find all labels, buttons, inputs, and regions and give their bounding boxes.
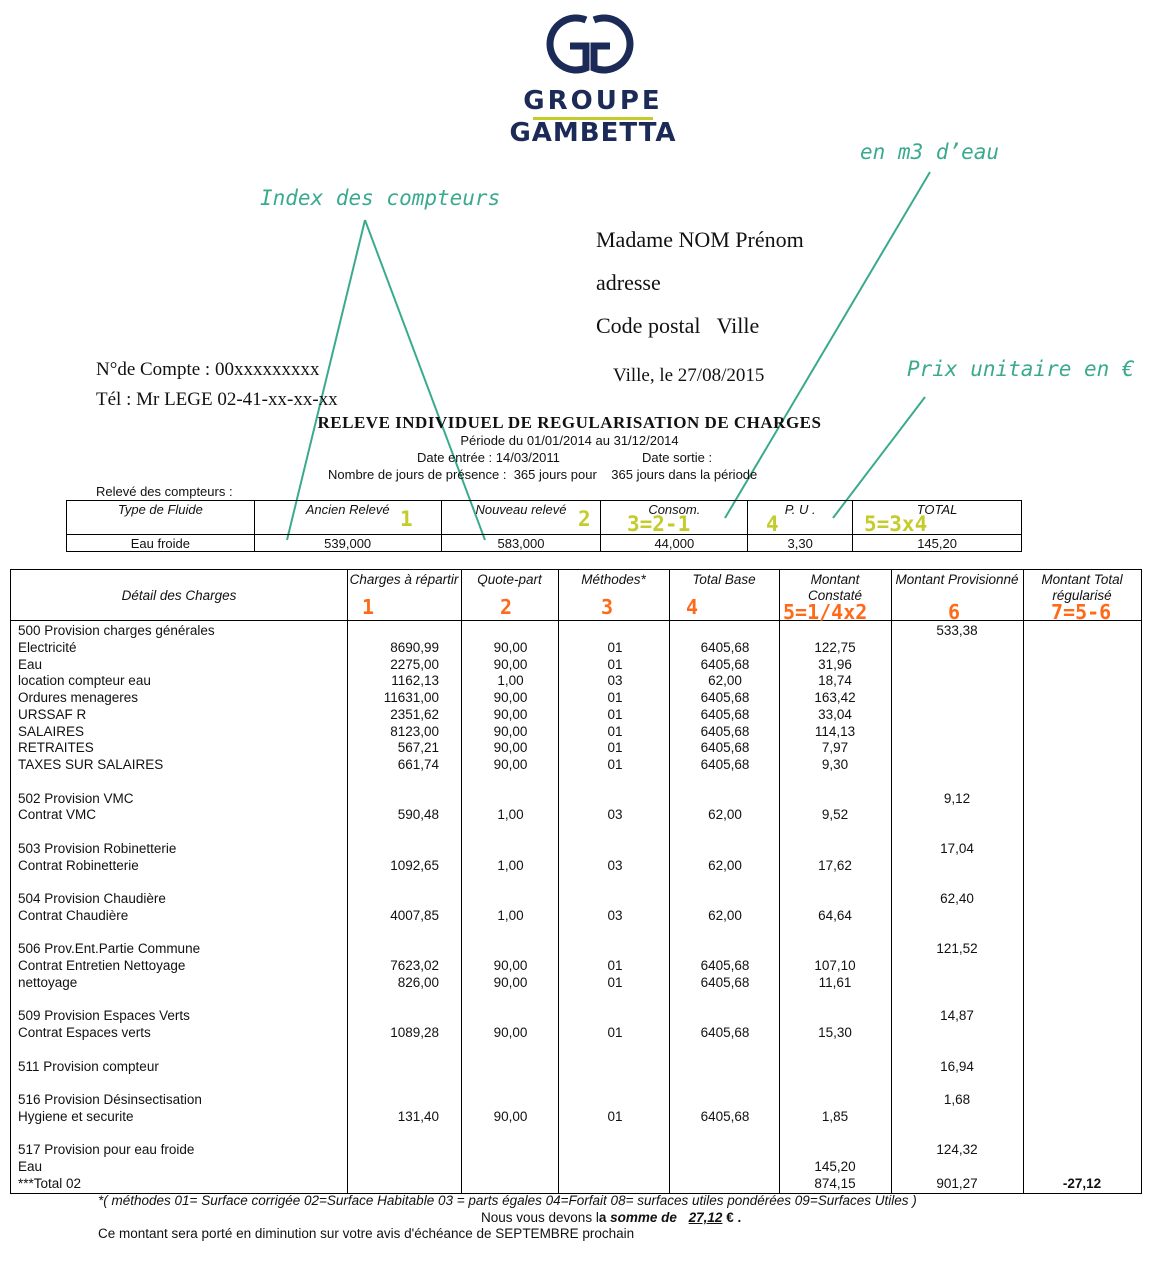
annotation-meter-2: 2 xyxy=(578,507,591,531)
table-row xyxy=(11,1125,1141,1142)
charge-cell-4: 6405,68 xyxy=(700,706,750,722)
charge-cell-2: 90,00 xyxy=(493,1108,528,1124)
charge-cell-5: 9,30 xyxy=(821,757,849,772)
table-row xyxy=(11,1074,1141,1091)
charge-cell-6: 62,40 xyxy=(940,891,974,906)
charge-cell-4: 6405,68 xyxy=(700,639,750,655)
charge-cell-3: 03 xyxy=(607,857,623,873)
table-row xyxy=(11,706,1141,723)
charge-cell-2: 90,00 xyxy=(493,706,528,722)
charge-cell-5: 11,61 xyxy=(818,974,852,990)
charge-cell-2: 90,00 xyxy=(493,690,528,705)
due-prefix: Nous vous devons l xyxy=(481,1210,599,1225)
charge-cell-1: 8123,00 xyxy=(390,723,439,739)
charge-label: nettoyage xyxy=(18,974,78,990)
table-row xyxy=(11,773,1141,790)
annotation-meter-1: 1 xyxy=(400,507,413,531)
meter-cell: 145,20 xyxy=(853,535,1022,552)
entry-date: Date entrée : 14/03/2011 xyxy=(417,450,560,465)
table-row xyxy=(11,907,1141,924)
charge-cell-5: 15,30 xyxy=(818,1025,852,1040)
charge-cell-1: 590,48 xyxy=(397,807,439,823)
charges-header-1: Charges à répartir xyxy=(349,572,459,587)
charge-cell-2: 90,00 xyxy=(493,958,528,973)
table-row xyxy=(11,890,1141,907)
charge-cell-2: 1,00 xyxy=(497,857,524,873)
charge-cell-2: 1,00 xyxy=(497,907,524,923)
meter-cell: 539,000 xyxy=(254,535,441,552)
charge-cell-6: 901,27 xyxy=(936,1175,978,1191)
charge-cell-2: 90,00 xyxy=(493,1025,528,1040)
charge-cell-1: 1089,28 xyxy=(390,1025,439,1040)
charge-cell-2: 90,00 xyxy=(493,740,528,756)
annotation-meter-3: 3=2-1 xyxy=(627,512,691,536)
charge-cell-4: 6405,68 xyxy=(700,1025,750,1040)
charge-cell-6: 124,32 xyxy=(936,1142,978,1158)
charge-cell-2: 1,00 xyxy=(497,807,524,823)
charge-label: URSSAF R xyxy=(18,706,87,722)
methods-legend-text: *( méthodes 01= Surface corrigée 02=Surface Habitable 03 = parts égales 04=Forfait 08= surfaces utiles pondérées 09=Surfaces Utiles ) xyxy=(98,1193,917,1208)
table-row xyxy=(11,622,1141,639)
meter-header-cell: Nouveau relevé xyxy=(441,501,601,535)
table-row xyxy=(11,689,1141,706)
table-row xyxy=(11,957,1141,974)
recipient-name: Madame NOM Prénom xyxy=(596,227,804,252)
charges-header-3: Méthodes* xyxy=(581,572,646,587)
charge-cell-5: 17,62 xyxy=(818,857,852,873)
table-row xyxy=(11,1007,1141,1024)
charge-label: Electricité xyxy=(18,639,77,655)
charge-cell-1: 1162,13 xyxy=(391,673,439,689)
charge-cell-4: 6405,68 xyxy=(700,974,750,990)
charge-cell-2: 90,00 xyxy=(493,639,528,655)
meter-value-row xyxy=(67,535,1022,552)
charge-cell-4: 6405,68 xyxy=(700,690,750,705)
charge-label: Contrat VMC xyxy=(18,807,97,823)
annotation-prix: Prix unitaire en € xyxy=(907,357,1135,381)
recipient-city: Code postal Ville xyxy=(596,313,760,338)
charge-label: Ordures menageres xyxy=(18,690,139,705)
table-row xyxy=(11,873,1141,890)
charge-cell-1: 7623,02 xyxy=(390,958,439,973)
charge-cell-4: 6405,68 xyxy=(700,1108,750,1124)
meters-label: Relevé des compteurs : xyxy=(96,484,233,499)
charge-cell-3: 01 xyxy=(607,639,623,655)
charge-cell-5: 1,85 xyxy=(821,1108,849,1124)
table-row xyxy=(11,1158,1141,1175)
charges-header-2: Quote-part xyxy=(477,572,542,587)
charge-cell-1: 8690,99 xyxy=(390,639,439,655)
table-row xyxy=(11,672,1141,689)
table-row xyxy=(11,840,1141,857)
table-row xyxy=(11,991,1141,1008)
meter-header-cell: Type de Fluide xyxy=(67,501,255,535)
charge-cell-1: 11631,00 xyxy=(383,690,439,705)
charge-label: SALAIRES xyxy=(18,723,85,739)
charge-cell-1: 2351,62 xyxy=(390,706,439,722)
charge-cell-4: 62,00 xyxy=(708,807,742,823)
charge-cell-6: 533,38 xyxy=(936,623,978,638)
charge-cell-1: 661,74 xyxy=(397,757,439,772)
charge-cell-3: 01 xyxy=(607,1025,623,1040)
table-row xyxy=(11,806,1141,823)
charge-cell-1: 567,21 xyxy=(397,740,439,756)
account-number: N°de Compte : 00xxxxxxxxx xyxy=(96,359,320,380)
exit-date: Date sortie : xyxy=(642,450,713,465)
charge-cell-4: 6405,68 xyxy=(700,740,750,756)
charge-cell-5: 163,42 xyxy=(814,690,856,705)
charge-cell-3: 01 xyxy=(607,974,623,990)
charge-cell-3: 03 xyxy=(607,807,623,823)
meter-header-cell: Consom. xyxy=(601,501,748,535)
charge-label: location compteur eau xyxy=(18,673,151,689)
charge-label: 517 Provision pour eau froide xyxy=(18,1142,195,1158)
charge-cell-1: 1092,65 xyxy=(390,857,439,873)
charge-cell-5: 107,10 xyxy=(814,958,856,973)
methods-legend xyxy=(98,1193,917,1208)
letter-date: Ville, le 27/08/2015 xyxy=(613,365,765,386)
annotation-charges-6: 6 xyxy=(948,600,961,624)
meter-header-cell: P. U . xyxy=(748,501,853,535)
annotation-charges-2: 2 xyxy=(500,595,513,619)
table-row xyxy=(11,790,1141,807)
charge-cell-5: 874,15 xyxy=(814,1175,856,1191)
table-row xyxy=(11,940,1141,957)
charge-cell-2: 90,00 xyxy=(493,656,528,672)
annotation-charges-5: 5=1/4x2 xyxy=(783,600,868,624)
charge-cell-4: 62,00 xyxy=(708,857,742,873)
annotation-meter-4: 4 xyxy=(766,512,779,536)
due-label: somme de xyxy=(610,1210,677,1225)
charge-label: 504 Provision Chaudière xyxy=(18,891,166,906)
charge-cell-6: 121,52 xyxy=(936,941,978,957)
table-row xyxy=(11,1108,1141,1125)
charge-label: Contrat Robinetterie xyxy=(18,857,139,873)
charges-header-5: Montant Constaté xyxy=(807,572,863,603)
annotation-charges-3: 3 xyxy=(601,595,614,619)
charge-label: TAXES SUR SALAIRES xyxy=(18,757,164,772)
charge-cell-1: 131,40 xyxy=(397,1108,439,1124)
annotation-charges-1: 1 xyxy=(362,595,375,619)
charge-cell-3: 01 xyxy=(607,690,623,705)
charge-cell-3: 01 xyxy=(607,740,623,756)
charge-label: Contrat Espaces verts xyxy=(18,1025,151,1040)
charge-cell-3: 01 xyxy=(607,757,623,772)
table-row xyxy=(11,639,1141,656)
charge-label: Contrat Entretien Nettoyage xyxy=(18,958,186,973)
charge-cell-5: 145,20 xyxy=(814,1159,856,1174)
charge-cell-6: 14,87 xyxy=(940,1008,974,1024)
meter-cell: 3,30 xyxy=(748,535,853,552)
charge-cell-4: 62,00 xyxy=(708,907,742,923)
charge-cell-5: 31,96 xyxy=(818,656,852,672)
table-row xyxy=(11,656,1141,673)
charge-cell-2: 90,00 xyxy=(493,723,528,739)
due-suffix: € . xyxy=(726,1210,742,1225)
charge-cell-5: 33,04 xyxy=(818,706,852,722)
table-row xyxy=(11,974,1141,991)
presence-days: Nombre de jours de présence : 365 jours pour 365 jours dans la période xyxy=(328,467,758,482)
charge-label: 502 Provision VMC xyxy=(18,790,134,806)
charge-cell-3: 01 xyxy=(607,706,623,722)
logo-wordmark-line1: GROUPE xyxy=(523,86,663,116)
charges-header-7: Montant Total régularisé xyxy=(1041,572,1123,603)
charge-cell-6: 1,68 xyxy=(943,1092,971,1107)
annotation-charges-4: 4 xyxy=(686,595,699,619)
charge-cell-6: 16,94 xyxy=(940,1058,974,1074)
charge-cell-6: 17,04 xyxy=(940,840,974,856)
charge-cell-2: 90,00 xyxy=(493,757,528,772)
charge-cell-2: 90,00 xyxy=(493,974,528,990)
charge-cell-1: 4007,85 xyxy=(390,907,439,923)
charge-cell-3: 03 xyxy=(607,673,623,689)
table-row xyxy=(11,756,1141,773)
charge-label: Contrat Chaudière xyxy=(18,907,129,923)
next-notice: Ce montant sera porté en diminution sur votre avis d'échéance de SEPTEMBRE prochain xyxy=(98,1226,635,1241)
meter-header-cell: TOTAL xyxy=(853,501,1022,535)
charge-label: 516 Provision Désinsectisation xyxy=(18,1092,202,1107)
table-row xyxy=(11,1091,1141,1108)
document-title: RELEVE INDIVIDUEL DE REGULARISATION DE CHARGES xyxy=(317,413,822,432)
charge-label: Hygiene et securite xyxy=(18,1108,134,1124)
table-row xyxy=(11,924,1141,941)
charge-label: 509 Provision Espaces Verts xyxy=(18,1008,190,1024)
meter-cell: 44,000 xyxy=(601,535,748,552)
charge-cell-5: 64,64 xyxy=(818,907,852,923)
meter-cell: 583,000 xyxy=(441,535,601,552)
charges-header-6: Montant Provisionné xyxy=(895,572,1019,587)
charge-cell-4: 62,00 xyxy=(708,673,742,689)
meter-cell: Eau froide xyxy=(67,535,255,552)
charge-cell-2: 1,00 xyxy=(497,673,524,689)
due-amount: 27,12 xyxy=(688,1210,723,1225)
charge-label: 503 Provision Robinetterie xyxy=(18,840,177,856)
due-amount-line xyxy=(481,1210,741,1225)
charge-cell-5: 122,75 xyxy=(814,639,856,655)
meter-header-cell: Ancien Relevé xyxy=(254,501,441,535)
charge-cell-5: 18,74 xyxy=(818,673,852,689)
table-row xyxy=(11,823,1141,840)
charge-label: Eau xyxy=(18,1159,43,1174)
table-row xyxy=(11,1058,1141,1075)
charge-cell-3: 01 xyxy=(607,1108,623,1124)
annotation-m3: en m3 d’eau xyxy=(860,140,1000,164)
charge-cell-4: 6405,68 xyxy=(700,656,750,672)
table-row xyxy=(11,857,1141,874)
charge-cell-3: 01 xyxy=(607,656,623,672)
charge-label: 511 Provision compteur xyxy=(18,1058,159,1074)
table-row xyxy=(11,1175,1141,1192)
annotation-meter-5: 5=3x4 xyxy=(864,512,928,536)
charge-cell-3: 01 xyxy=(607,723,623,739)
charge-cell-5: 114,13 xyxy=(814,723,856,739)
charges-table xyxy=(10,569,1142,1194)
charge-cell-3: 01 xyxy=(607,958,623,973)
charge-label: Eau xyxy=(18,656,43,672)
account-phone: Tél : Mr LEGE 02-41-xx-xx-xx xyxy=(96,389,338,410)
table-row xyxy=(11,723,1141,740)
charge-cell-5: 9,52 xyxy=(821,807,849,823)
charges-header-4: Total Base xyxy=(692,572,756,587)
charge-label: RETRAITES xyxy=(18,740,94,756)
recipient-address: adresse xyxy=(596,270,661,295)
due-a: a xyxy=(598,1210,607,1225)
charges-header-detail: Détail des Charges xyxy=(121,588,237,603)
charge-cell-6: 9,12 xyxy=(943,790,971,806)
charge-cell-4: 6405,68 xyxy=(700,958,750,973)
table-row xyxy=(11,1141,1141,1158)
table-row xyxy=(11,739,1141,756)
charge-cell-4: 6405,68 xyxy=(700,723,750,739)
charge-label: 500 Provision charges générales xyxy=(18,623,215,638)
annotation-index: Index des compteurs xyxy=(260,186,501,210)
charge-cell-1: 2275,00 xyxy=(390,656,439,672)
charge-cell-7: -27,12 xyxy=(1062,1175,1102,1191)
charge-label: ***Total 02 xyxy=(18,1175,82,1191)
logo-wordmark-line2: GAMBETTA xyxy=(509,118,677,148)
charge-cell-4: 6405,68 xyxy=(700,757,750,772)
period: Période du 01/01/2014 au 31/12/2014 xyxy=(460,433,679,448)
charge-cell-3: 03 xyxy=(607,907,623,923)
table-row xyxy=(11,1024,1141,1041)
table-row xyxy=(11,1041,1141,1058)
annotation-charges-7: 7=5-6 xyxy=(1051,600,1112,624)
charge-label: 506 Prov.Ent.Partie Commune xyxy=(18,941,201,957)
charge-cell-5: 7,97 xyxy=(821,740,849,756)
charge-cell-1: 826,00 xyxy=(397,974,439,990)
